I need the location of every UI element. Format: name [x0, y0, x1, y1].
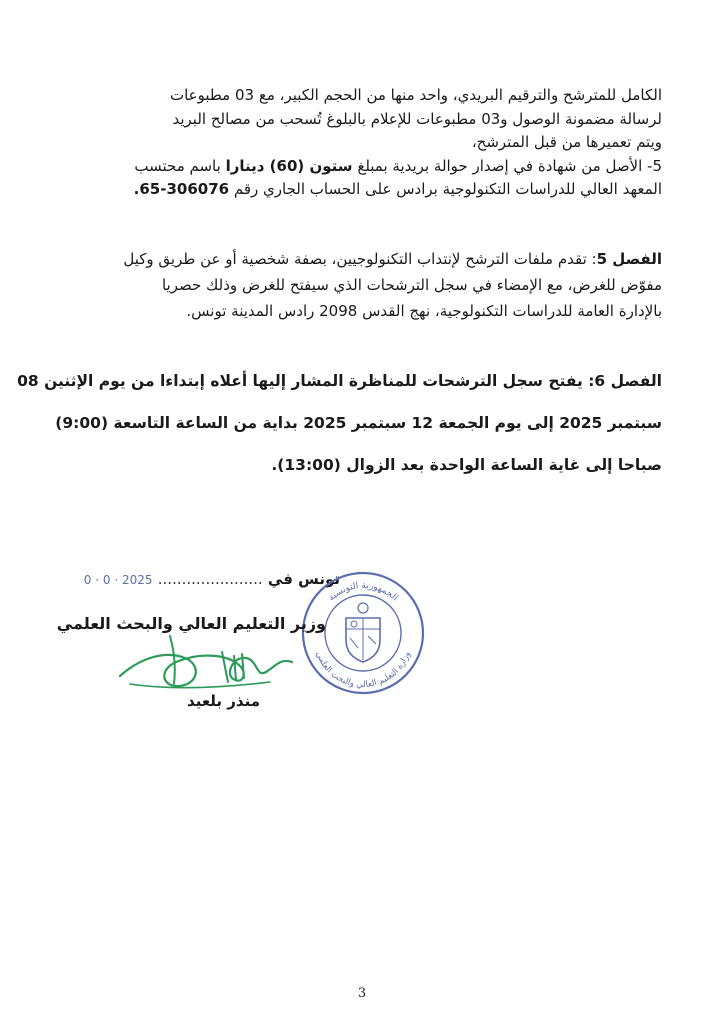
text-line: صباحا إلى غاية الساعة الواحدة بعد الزوال (13:00). — [271, 456, 662, 474]
account-number: 306076-65. — [133, 180, 230, 198]
article-5-label: الفصل 5 — [596, 250, 662, 268]
text-line: ويتم تعميرها من قبل المترشح، — [471, 133, 662, 151]
item-5-line — [70, 155, 662, 179]
text-line: مفوّض للغرض، مع الإمضاء في سجل الترشحات الذي سيفتح للغرض وذلك حصريا — [161, 276, 662, 294]
item-5-text-end: باسم محتسب — [134, 156, 226, 175]
text-line: سبتمبر 2025 إلى يوم الجمعة 12 سبتمبر 2025 بداية من الساعة التاسعة (9:00) — [55, 414, 662, 432]
item-5-account-line — [70, 178, 662, 202]
article-5-first-line — [70, 246, 662, 272]
text-line: بالإدارة العامة للدراسات التكنولوجية، نهج القدس 2098 رادس المدينة تونس. — [186, 302, 662, 320]
minister-name: منذر بلعيد — [187, 692, 260, 710]
item-5-account-text: المعهد العالي للدراسات التكنولوجية برادس على الحساب الجاري رقم — [229, 180, 662, 198]
article-6-label: الفصل 6 — [594, 372, 662, 390]
signature-city: تونس في — [267, 570, 340, 588]
text-line: الكامل للمترشح والترقيم البريدي، واحد منها من الحجم الكبير، مع 03 مطبوعات — [169, 86, 662, 104]
ministry-seal-icon — [298, 568, 428, 698]
article-6-first-line — [17, 360, 662, 402]
page-number: 3 — [357, 986, 367, 1001]
svg-text:وزارة التعليم العالي والبحث ال: وزارة التعليم العالي والبحث العلمي — [313, 650, 413, 691]
article-5-text: : تقدم ملفات الترشح لإنتداب التكنولوجيين، بصفة شخصية أو عن طريق وكيل — [123, 250, 597, 268]
minister-title: وزير التعليم العالي والبحث العلمي — [56, 614, 326, 633]
item-5-text: 5- الأصل من شهادة في إصدار حوالة بريدية بمبلغ — [352, 156, 662, 175]
date-stamp: 2025 · 0 · 0 — [83, 573, 153, 587]
article-6 — [17, 360, 662, 486]
article-6-text: : يفتح سجل الترشحات للمناظرة المشار إليها أعلاه إبتداءا من يوم الإثنين 08 — [17, 372, 595, 390]
text-line: لرسالة مضمونة الوصول و03 مطبوعات للإعلام بالبلوغ تُسحب من مصالح البريد — [172, 109, 662, 128]
candidate-file-requirements — [70, 84, 662, 202]
date-dots: ...................... — [157, 570, 263, 588]
article-5 — [70, 246, 662, 324]
svg-text:الجمهورية التونسية: الجمهورية التونسية — [326, 580, 400, 604]
item-5-amount: ستون (60) دينارا — [225, 156, 353, 175]
handwritten-signature-icon — [110, 628, 300, 698]
